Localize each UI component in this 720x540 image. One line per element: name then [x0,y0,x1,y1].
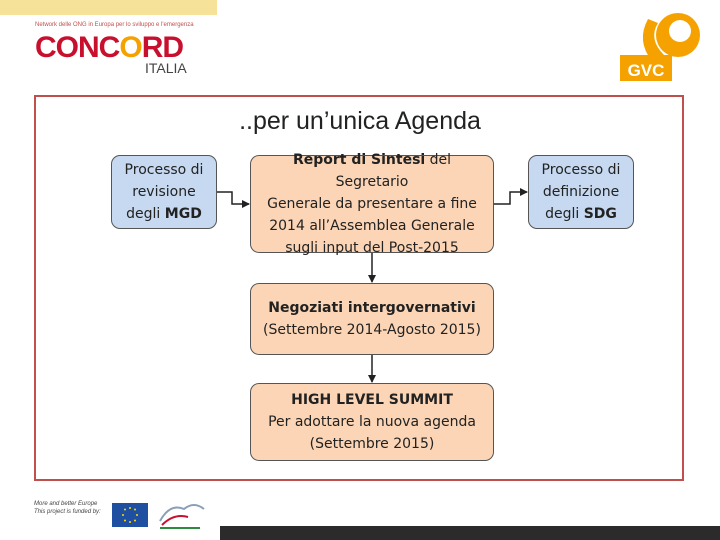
cooperation-logo-icon [154,499,210,531]
summit-line2: Per adottare la nuova agenda [268,414,476,430]
summit-line3: (Settembre 2015) [309,436,435,452]
footer-dark-bar [220,526,720,540]
eu-funding-text: More and better Europe This project is funded by: [34,501,101,515]
mgd-review-box [111,155,217,229]
report-line2: Generale da presentare a fine [267,196,477,212]
sdg-line2: definizione [542,184,620,200]
mgd-line3: degli MGD [126,206,202,222]
gvc-label: GVC [627,61,665,80]
summit-box [250,383,494,461]
eu-flag-icon [112,503,148,527]
sdg-line1: Processo di [541,162,621,178]
concord-country: ITALIA [145,60,187,76]
arrow-report-to-sdg [494,192,527,204]
arrow-mgd-to-report [217,192,249,204]
negotiations-box [250,283,494,355]
sdg-line3: degli SDG [545,206,617,222]
eu-funding-logos [34,497,214,533]
sdg-definition-box [528,155,634,229]
summit-line1: HIGH LEVEL SUMMIT [291,392,453,408]
report-line4: sugli input del Post-2015 [285,240,459,256]
negotiations-line1: Negoziati intergovernativi [268,300,476,316]
slide-title: ..per un’unica Agenda [239,107,481,135]
report-line1: Report di Sintesi del Segretario [292,152,452,190]
mgd-line2: revisione [132,184,196,200]
concord-wordmark: CONCORD [35,31,184,64]
synthesis-report-box [250,152,494,256]
report-line3: 2014 all’Assemblea Generale [269,218,475,234]
concord-tagline: Network delle ONG in Europa per lo sviluppo e l'emergenza [35,22,194,28]
negotiations-line2: (Settembre 2014-Agosto 2015) [263,322,481,338]
mgd-line1: Processo di [124,162,204,178]
